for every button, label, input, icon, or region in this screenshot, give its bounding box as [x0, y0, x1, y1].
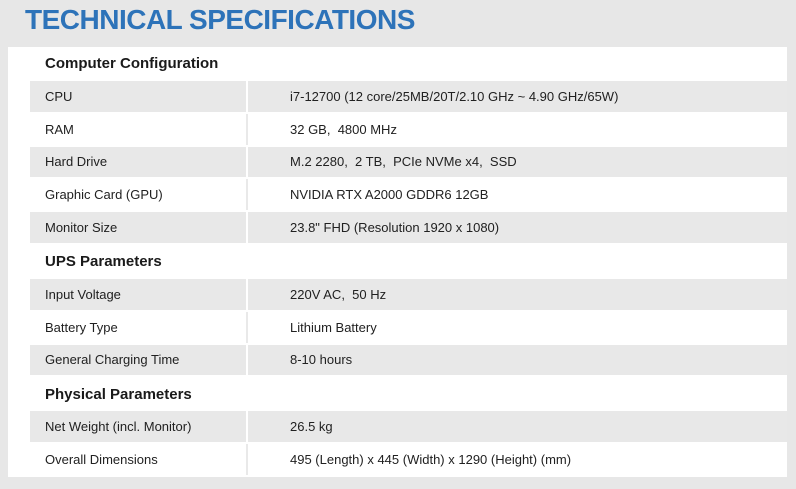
- spec-row-monitor-size: [30, 212, 787, 243]
- spec-row-charging-time: [30, 345, 787, 376]
- spec-value: 8-10 hours: [290, 352, 353, 368]
- spec-value: 495 (Length) x 445 (Width) x 1290 (Height) (mm): [290, 452, 572, 467]
- section-heading-physical-parameters: Physical Parameters: [45, 385, 192, 403]
- spec-value: M.2 2280, 2 TB, PCIe NVMe x4, SSD: [290, 154, 517, 170]
- spec-row-ram: [30, 114, 787, 145]
- spec-label: General Charging Time: [30, 345, 248, 376]
- spec-label: Hard Drive: [30, 147, 248, 178]
- spec-value: 32 GB, 4800 MHz: [290, 121, 397, 137]
- spec-label: Overall Dimensions: [30, 444, 248, 475]
- spec-value: 23.8" FHD (Resolution 1920 x 1080): [290, 220, 500, 236]
- spec-row-cpu: [30, 81, 787, 112]
- spec-row-net-weight: [30, 411, 787, 442]
- spec-value: 26.5 kg: [290, 419, 333, 435]
- spec-row-input-voltage: [30, 279, 787, 310]
- spec-label: Monitor Size: [30, 212, 248, 243]
- section-heading-computer-configuration: Computer Configuration: [45, 55, 219, 73]
- spec-row-battery-type: [30, 312, 787, 343]
- spec-value: Lithium Battery: [290, 319, 377, 335]
- spec-row-hard-drive: [30, 147, 787, 178]
- spec-value: 220V AC, 50 Hz: [290, 286, 387, 302]
- spec-label: RAM: [30, 114, 248, 145]
- spec-label: Graphic Card (GPU): [30, 179, 248, 210]
- page-title: TECHNICAL SPECIFICATIONS: [25, 4, 415, 35]
- spec-row-graphic-card: [30, 179, 787, 210]
- spec-row-overall-dimensions: [30, 444, 787, 475]
- spec-value: i7-12700 (12 core/25MB/20T/2.10 GHz ~ 4.90 GHz/65W): [290, 88, 619, 104]
- spec-value: NVIDIA RTX A2000 GDDR6 12GB: [290, 187, 489, 203]
- spec-label: Input Voltage: [30, 279, 248, 310]
- spec-label: CPU: [30, 81, 248, 112]
- spec-label: Net Weight (incl. Monitor): [30, 411, 248, 442]
- spec-sheet-card: [8, 47, 787, 477]
- section-heading-ups-parameters: UPS Parameters: [45, 253, 162, 271]
- spec-label: Battery Type: [30, 312, 248, 343]
